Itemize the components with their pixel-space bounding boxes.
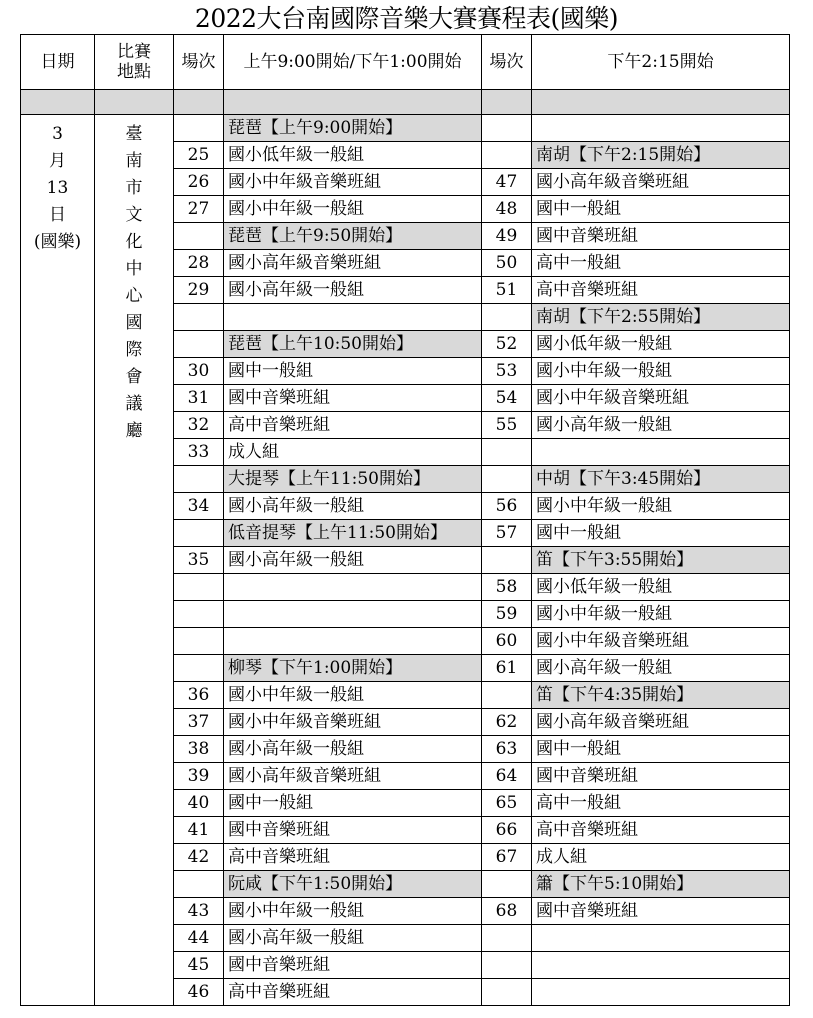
right-match-number: 65 bbox=[482, 790, 532, 817]
right-match-number: 49 bbox=[482, 223, 532, 250]
right-match-number bbox=[482, 925, 532, 952]
venue-line: 國 bbox=[125, 313, 143, 333]
spacer-cell bbox=[95, 90, 174, 115]
left-match-number bbox=[174, 871, 224, 898]
left-category: 成人組 bbox=[224, 439, 482, 466]
left-match-number: 25 bbox=[174, 142, 224, 169]
right-category bbox=[532, 115, 790, 142]
table-row bbox=[21, 115, 790, 142]
left-instrument-header: 柳琴【下午1:00開始】 bbox=[224, 655, 482, 682]
left-instrument-header: 琵琶【上午9:00開始】 bbox=[224, 115, 482, 142]
left-match-number: 30 bbox=[174, 358, 224, 385]
left-match-number: 42 bbox=[174, 844, 224, 871]
left-match-number: 27 bbox=[174, 196, 224, 223]
right-match-number: 50 bbox=[482, 250, 532, 277]
right-match-number: 56 bbox=[482, 493, 532, 520]
venue-cell bbox=[95, 115, 174, 1006]
left-category: 國小高年級音樂班組 bbox=[224, 763, 482, 790]
right-category: 國小中年級一般組 bbox=[532, 493, 790, 520]
right-match-number: 51 bbox=[482, 277, 532, 304]
right-match-number: 55 bbox=[482, 412, 532, 439]
left-category: 高中音樂班組 bbox=[224, 412, 482, 439]
left-match-number: 35 bbox=[174, 547, 224, 574]
venue-line: 南 bbox=[125, 151, 143, 171]
right-match-number bbox=[482, 304, 532, 331]
left-category: 國小中年級音樂班組 bbox=[224, 709, 482, 736]
left-match-number: 31 bbox=[174, 385, 224, 412]
right-category bbox=[532, 979, 790, 1006]
left-category: 國小低年級一般組 bbox=[224, 142, 482, 169]
right-category: 國小低年級一般組 bbox=[532, 574, 790, 601]
left-category bbox=[224, 574, 482, 601]
left-category: 國小中年級一般組 bbox=[224, 196, 482, 223]
left-instrument-header: 大提琴【上午11:50開始】 bbox=[224, 466, 482, 493]
right-match-number bbox=[482, 439, 532, 466]
left-match-number: 26 bbox=[174, 169, 224, 196]
venue-line: 會 bbox=[125, 367, 143, 387]
right-category: 國小中年級一般組 bbox=[532, 358, 790, 385]
right-instrument-header: 簫【下午5:10開始】 bbox=[532, 871, 790, 898]
left-match-number: 32 bbox=[174, 412, 224, 439]
left-instrument-header: 低音提琴【上午11:50開始】 bbox=[224, 520, 482, 547]
date-line: 3 bbox=[52, 124, 63, 144]
right-category: 國小高年級音樂班組 bbox=[532, 169, 790, 196]
left-category: 國中一般組 bbox=[224, 358, 482, 385]
left-category: 國中音樂班組 bbox=[224, 385, 482, 412]
right-instrument-header: 笛【下午4:35開始】 bbox=[532, 682, 790, 709]
left-match-number: 40 bbox=[174, 790, 224, 817]
left-match-number bbox=[174, 655, 224, 682]
right-match-number: 59 bbox=[482, 601, 532, 628]
left-match-number: 44 bbox=[174, 925, 224, 952]
right-match-number bbox=[482, 466, 532, 493]
right-category: 國小中年級音樂班組 bbox=[532, 385, 790, 412]
right-category: 成人組 bbox=[532, 844, 790, 871]
date-cell bbox=[21, 115, 95, 1006]
right-match-number: 64 bbox=[482, 763, 532, 790]
right-instrument-header: 南胡【下午2:15開始】 bbox=[532, 142, 790, 169]
left-category: 國小高年級一般組 bbox=[224, 493, 482, 520]
left-match-number bbox=[174, 331, 224, 358]
right-category: 高中一般組 bbox=[532, 250, 790, 277]
right-category: 國小中年級一般組 bbox=[532, 601, 790, 628]
right-match-number: 62 bbox=[482, 709, 532, 736]
venue-line: 文 bbox=[125, 205, 143, 225]
header-venue-line1: 比賽 bbox=[117, 42, 151, 62]
left-instrument-header: 琵琶【上午9:50開始】 bbox=[224, 223, 482, 250]
left-match-number: 43 bbox=[174, 898, 224, 925]
right-match-number bbox=[482, 547, 532, 574]
right-instrument-header: 南胡【下午2:55開始】 bbox=[532, 304, 790, 331]
schedule-table bbox=[20, 34, 790, 1006]
left-match-number bbox=[174, 304, 224, 331]
right-category: 國中音樂班組 bbox=[532, 223, 790, 250]
left-match-number bbox=[174, 574, 224, 601]
right-match-number: 54 bbox=[482, 385, 532, 412]
venue-line: 市 bbox=[125, 178, 143, 198]
spacer-cell bbox=[21, 90, 95, 115]
right-match-number: 57 bbox=[482, 520, 532, 547]
date-line: 月 bbox=[49, 151, 66, 171]
right-category: 國小高年級一般組 bbox=[532, 655, 790, 682]
right-category: 國中一般組 bbox=[532, 736, 790, 763]
left-category: 國小高年級一般組 bbox=[224, 547, 482, 574]
date-line: 日 bbox=[49, 205, 66, 225]
left-match-number: 39 bbox=[174, 763, 224, 790]
left-category: 國中一般組 bbox=[224, 790, 482, 817]
left-match-number bbox=[174, 223, 224, 250]
right-match-number bbox=[482, 979, 532, 1006]
right-match-number: 68 bbox=[482, 898, 532, 925]
right-match-number: 53 bbox=[482, 358, 532, 385]
left-instrument-header: 阮咸【下午1:50開始】 bbox=[224, 871, 482, 898]
header-left-session: 上午9:00開始/下午1:00開始 bbox=[224, 35, 482, 90]
right-category: 高中一般組 bbox=[532, 790, 790, 817]
right-category: 國中音樂班組 bbox=[532, 898, 790, 925]
spacer-cell bbox=[224, 90, 482, 115]
left-category bbox=[224, 601, 482, 628]
left-category bbox=[224, 304, 482, 331]
right-match-number: 67 bbox=[482, 844, 532, 871]
right-category: 國小中年級音樂班組 bbox=[532, 628, 790, 655]
left-match-number: 45 bbox=[174, 952, 224, 979]
left-category bbox=[224, 628, 482, 655]
right-category: 高中音樂班組 bbox=[532, 817, 790, 844]
left-match-number: 36 bbox=[174, 682, 224, 709]
right-category: 國小低年級一般組 bbox=[532, 331, 790, 358]
header-venue-line2: 地點 bbox=[117, 62, 151, 82]
left-category: 高中音樂班組 bbox=[224, 844, 482, 871]
right-category: 國小高年級一般組 bbox=[532, 412, 790, 439]
spacer-cell bbox=[532, 90, 790, 115]
date-line: (國樂) bbox=[33, 232, 82, 252]
left-match-number bbox=[174, 628, 224, 655]
venue-line: 臺 bbox=[125, 124, 143, 144]
spacer-cell bbox=[482, 90, 532, 115]
right-category: 國小高年級音樂班組 bbox=[532, 709, 790, 736]
right-match-number: 48 bbox=[482, 196, 532, 223]
schedule-body bbox=[21, 35, 790, 1006]
header-right-session: 下午2:15開始 bbox=[532, 35, 790, 90]
left-category: 國小高年級一般組 bbox=[224, 277, 482, 304]
left-category: 國小高年級音樂班組 bbox=[224, 250, 482, 277]
page-title: 2022大台南國際音樂大賽賽程表(國樂) bbox=[194, 4, 619, 33]
right-match-number bbox=[482, 682, 532, 709]
left-match-number: 41 bbox=[174, 817, 224, 844]
left-match-number bbox=[174, 466, 224, 493]
left-match-number bbox=[174, 601, 224, 628]
right-match-number: 66 bbox=[482, 817, 532, 844]
left-match-number: 38 bbox=[174, 736, 224, 763]
left-category: 國小中年級音樂班組 bbox=[224, 169, 482, 196]
right-match-number: 63 bbox=[482, 736, 532, 763]
left-category: 國小高年級一般組 bbox=[224, 736, 482, 763]
header-date: 日期 bbox=[21, 35, 95, 90]
right-match-number bbox=[482, 952, 532, 979]
right-match-number: 58 bbox=[482, 574, 532, 601]
left-match-number bbox=[174, 520, 224, 547]
left-match-number: 28 bbox=[174, 250, 224, 277]
left-match-number bbox=[174, 115, 224, 142]
right-match-number bbox=[482, 115, 532, 142]
left-match-number: 37 bbox=[174, 709, 224, 736]
header-num-right: 場次 bbox=[482, 35, 532, 90]
left-match-number: 29 bbox=[174, 277, 224, 304]
date-line: 13 bbox=[46, 178, 69, 198]
right-category bbox=[532, 925, 790, 952]
venue-line: 心 bbox=[125, 286, 143, 306]
left-category: 國中音樂班組 bbox=[224, 817, 482, 844]
right-match-number bbox=[482, 142, 532, 169]
right-category: 國中音樂班組 bbox=[532, 763, 790, 790]
right-instrument-header: 中胡【下午3:45開始】 bbox=[532, 466, 790, 493]
right-category bbox=[532, 952, 790, 979]
left-instrument-header: 琵琶【上午10:50開始】 bbox=[224, 331, 482, 358]
spacer-cell bbox=[174, 90, 224, 115]
header-num-left: 場次 bbox=[174, 35, 224, 90]
right-category: 高中音樂班組 bbox=[532, 277, 790, 304]
venue-line: 化 bbox=[125, 232, 143, 252]
venue-line: 際 bbox=[125, 340, 143, 360]
header-venue bbox=[95, 35, 174, 90]
right-match-number: 52 bbox=[482, 331, 532, 358]
venue-line: 議 bbox=[125, 394, 143, 414]
left-category: 國中音樂班組 bbox=[224, 952, 482, 979]
venue-line: 廳 bbox=[125, 421, 143, 441]
venue-line: 中 bbox=[125, 259, 143, 279]
spacer-row bbox=[21, 90, 790, 115]
right-category: 國中一般組 bbox=[532, 196, 790, 223]
right-match-number: 47 bbox=[482, 169, 532, 196]
header-row bbox=[21, 35, 790, 90]
left-category: 國小中年級一般組 bbox=[224, 682, 482, 709]
left-category: 國小高年級一般組 bbox=[224, 925, 482, 952]
right-category: 國中一般組 bbox=[532, 520, 790, 547]
right-instrument-header: 笛【下午3:55開始】 bbox=[532, 547, 790, 574]
left-match-number: 34 bbox=[174, 493, 224, 520]
right-match-number: 60 bbox=[482, 628, 532, 655]
right-match-number: 61 bbox=[482, 655, 532, 682]
left-match-number: 46 bbox=[174, 979, 224, 1006]
left-match-number: 33 bbox=[174, 439, 224, 466]
left-category: 國小中年級一般組 bbox=[224, 898, 482, 925]
left-category: 高中音樂班組 bbox=[224, 979, 482, 1006]
right-category bbox=[532, 439, 790, 466]
right-match-number bbox=[482, 871, 532, 898]
